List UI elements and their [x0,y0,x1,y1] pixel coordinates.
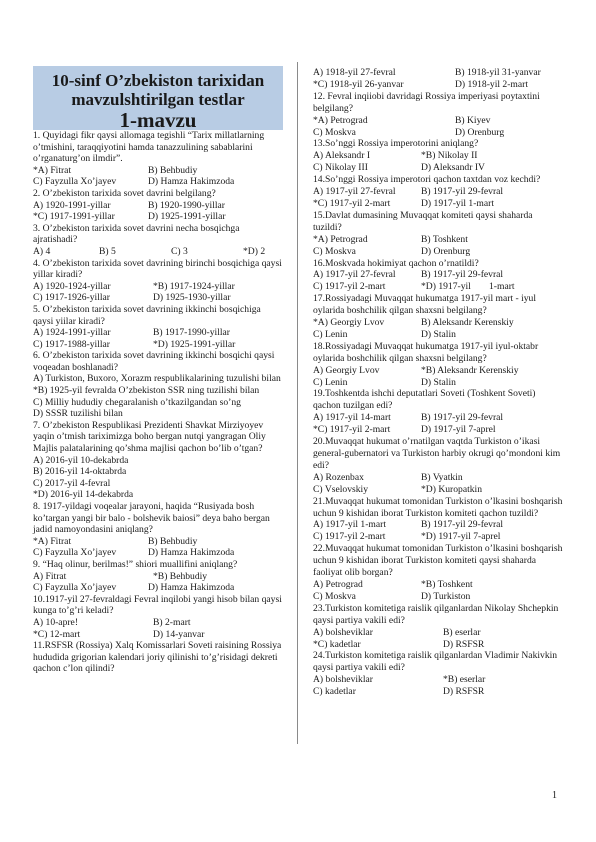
option: C) Lenin [313,328,348,340]
question-19: 19.Toshkentda ishchi deputatlari Soveti (Toshkent Soveti) qachon tuzilgan edi? [313,388,536,412]
question-8: 8. 1917-yildagi voqealar jarayoni, haqida “Rusiyada bosh ko’targan yangi bir balo - bolshevik baiosi” deya baho bergan jadid namoyondasini aniqlang? [33,501,270,536]
question-17: 17.Rossiyadagi Muvaqqat hukumatga 1917-yil mart - iyul oylarida boshchilik qilgan shaxsni belgilang? [313,293,537,317]
option: A) 1920-1991-yillar [33,199,111,211]
option: A) Rozenbax [313,471,364,483]
options-row [313,186,563,198]
document-subtitle: mavzulshtirilgan testlar [71,90,245,109]
column-divider [297,62,298,744]
option: A) 2016-yil 10-dekabrda [33,454,129,466]
question-15: 15.Davlat dumasining Muvaqqat komiteti qaysi shaharda tuzildi? [313,209,533,233]
question-16: 16.Moskvada hokimiyat qachon o’rnatildi? [313,257,479,269]
option: *D) 2 [243,245,266,257]
option: *A) Petrograd [313,114,368,126]
option: A) Aleksandr I [313,150,371,162]
option: D) SSSR tuzilishi bilan [33,408,123,420]
option: A) Turkiston, Buxoro, Xorazm respublikalarining tuzulishi bilan [33,373,281,385]
topic-heading: 1-mavzu [119,108,197,132]
options-row [313,531,563,543]
options-row [313,472,563,484]
option: C) Lenin [313,376,348,388]
right-column [313,67,563,698]
option: D) 1925-1930-yillar [153,292,231,304]
option: D) Stalin [421,376,456,388]
option: *D) 2016-yil 14-dekabrda [33,489,134,501]
options-row [313,150,563,162]
question-7: 7. O’zbekiston Respublikasi Prezidenti Shavkat Mirziyoyev yaqin o’tmish tariximizga boho bergan nutqi yangragan Oliy Majlis palatalarining qo’shma majlisi qachon bo’lib o’tgan? [33,419,266,455]
title-banner [33,66,283,130]
option: *B) Aleksandr Kerenskiy [421,364,519,376]
options-row [33,246,283,258]
question-18: 18.Rossiyadagi Muvaqqat hukumatga 1917-yil iyul-oktabr oylarida boshchilik qilgan shaxsni belgilang? [313,340,539,364]
option: A) Fitrat [33,570,67,582]
page-number: 1 [552,790,557,801]
option: D) Hamza Hakimzoda [148,582,235,594]
option: B) 2-mart [153,616,191,628]
option: C) Milliy hududiy chegaralanish o’tkazilgandan so’ng [33,396,241,408]
option: B) 1918-yil 31-yanvar [455,67,541,78]
option: C) 2017-yil 4-fevral [33,477,111,489]
options-row [313,67,563,79]
option: A) bolsheviklar [313,674,373,686]
option: *C) 1917-yil 2-mart [313,197,391,209]
option: D) Hamza Hakimzoda [148,176,235,188]
options-row [313,686,563,698]
options-row [33,536,283,548]
question-13: 13.So’nggi Rossiya imperotorini aniqlang? [313,138,479,150]
option: A) 1920-1924-yillar [33,280,111,292]
option: A) 1924-1991-yillar [33,327,111,339]
option: *B) Behbudiy [153,570,208,582]
option: D) Aleksandr IV [421,162,485,174]
option: C) Moskva [313,590,356,602]
option: B) Toshkent [421,233,468,245]
question-1: 1. Quyidagi fikr qaysi allomaga tegishli “Tarix millatlarning o’tmishini, taraqqiyotini hamda tanazzulining sabablarini o’rganaturg’on ilmdir”. [33,130,265,165]
option: C) 1917-1926-yillar [33,292,111,304]
options-row [313,162,563,174]
options-row [33,292,283,304]
option: C) 3 [171,245,188,257]
options-row [313,639,563,651]
option: C) Moskva [313,126,356,138]
question-10: 10.1917-yil 27-fevraldagi Fevral inqilobi yangi hisob bilan qaysi kunga to’g’ri keladi? [33,593,282,617]
option: D) 1917-yil 7-aprel [421,424,496,436]
option: B) Kiyev [455,114,491,126]
option: A) 1917-yil 27-fevral [313,269,396,281]
options-row [313,281,563,293]
options-row [313,329,563,341]
option: A) 1917-yil 14-mart [313,412,391,424]
option: D) 1917-yil 1-mart [421,197,495,209]
option: A) 1917-yil 1-mart [313,519,387,531]
option: *C) 1917-1991-yillar [33,211,115,223]
option: D) 14-yanvar [153,628,205,640]
question-24: 24.Turkiston komitetiga raislik qilganlardan Vladimir Nakivkin qaysi partiya vakili edi? [313,650,558,674]
option: C) 1917-yil 2-mart [313,281,386,293]
options-row [313,79,563,91]
question-5: 5. O’zbekiston tarixida sovet davrining ikkinchi bosqichiga qaysi yiilar kiradi? [33,303,261,327]
option: *C) 1917-yil 2-mart [313,424,391,436]
options-row [313,519,563,531]
option: *A) Georgiy Lvov [313,317,385,329]
option: *D) 1917-yil [421,281,471,293]
option: B) 1917-yil 29-fevral [421,186,504,198]
question-2: 2. O’zbekiston tarixida sovet davrini belgilang? [33,187,216,199]
option: B) eserlar [443,626,481,638]
options-row [33,582,283,594]
question-22: 22.Muvaqqat hukumat tomonidan Turkiston o’lkasini boshqarish uchun 9 kishidan iborat Turkiston komiteti qaysi shaharda faoliyat olib borgan? [313,543,563,579]
option: *B) Toshkent [421,578,473,590]
option: B) 1917-yil 29-fevral [421,519,504,531]
question-11: 11.RSFSR (Rossiya) Xalq Komissarlari Soveti raisining Rossiya hududida grigorian kalendari joriy qilinishi to’g’risidagi dekreti qachon c’lon qilindi? [33,640,282,675]
option: B) 1917-yil 29-fevral [421,412,504,424]
option: *D) 1917-yil 7-aprel [421,531,501,543]
options-row [313,591,563,603]
option: D) Hamza Hakimzoda [148,547,235,559]
option: *D) Kuropatkin [421,483,483,495]
option: D) Orenburg [421,245,471,257]
options-row [33,281,283,293]
option: C) 1917-yil 2-mart [313,531,386,543]
option: D) RSFSR [443,638,485,650]
question-14: 14.So’nggi Rossiya imperotori qachon taxtdan voz kechdi? [313,174,541,186]
question-6: 6. O’zbekiston tarixida sovet davrining ikkinchi bosqichi qaysi voqeadan boshlanadi? [33,350,275,373]
options-row [313,127,563,139]
option: B) Behbudiy [148,164,198,176]
option: *B) 1917-1924-yillar [153,280,235,292]
option: C) Vselovskiy [313,483,368,495]
option: *C) kadetlar [313,638,361,650]
option: *D) 1925-1991-yillar [153,338,236,350]
option: C) Fayzulla Xo’jayev [33,547,117,559]
options-row [33,176,283,188]
options-row [33,629,283,641]
options-row [313,579,563,591]
options-row [33,571,283,583]
option: A) bolsheviklar [313,626,373,638]
options-row [313,234,563,246]
option: D) RSFSR [443,686,485,698]
option: B) 2016-yil 14-oktabrda [33,466,127,478]
option: *A) Fitrat [33,164,72,176]
options-row [33,617,283,629]
option: C) kadetlar [313,686,356,698]
options-row [33,327,283,339]
option: C) 1917-1988-yillar [33,338,111,350]
question-20: 20.Muvaqqat hukumat o’rnatilgan vaqtda Turkiston o’ikasi general-gubernatori va Turkiston harbiy okrugi qo’mondoni kim edi? [313,436,561,471]
question-21: 21.Muvaqqat hukumat tomonidan Turkiston o’lkasini boshqarish uchun 9 kishidan iborat Turkiston komiteti qachon tuzildi? [313,495,563,519]
question-9: 9. “Haq olinur, berilmas!” shiori muallifini aniqlang? [33,558,238,570]
option: *B) 1925-yil fevralda O’zbekiston SSR ning tuzilishi bilan [33,385,260,397]
option: *A) Petrograd [313,233,368,245]
option: *A) Fitrat [33,535,72,547]
option: *B) eserlar [443,674,486,686]
options-row [313,198,563,210]
option: A) 1917-yil 27-fevral [313,186,396,198]
option: *B) Nikolay II [421,150,478,162]
left-column [33,130,283,675]
option: B) 1920-1990-yillar [148,199,226,211]
option: D) 1925-1991-yillar [148,211,226,223]
options-row [33,165,283,177]
option: B) Aleksandr Kerenskiy [421,317,514,329]
options-row [313,377,563,389]
options-row [313,246,563,258]
option: *C) 12-mart [33,628,81,640]
option: A) 4 [33,245,51,257]
option: A) Georgiy Lvov [313,364,380,376]
options-row [313,317,563,329]
options-row [33,211,283,223]
option: B) 1917-yil 29-fevral [421,269,504,281]
document-title: 10-sinf O’zbekiston tarixidan [51,71,265,90]
options-row [313,674,563,686]
option: D) Turkiston [421,590,471,602]
option: C) Fayzulla Xo’jayev [33,176,117,188]
option: B) 1917-1990-yillar [153,327,231,339]
options-row [313,269,563,281]
question-3: 3. O’zbekiston tarixida sovet davrini necha bosqichga ajratishadi? [33,222,240,246]
options-row [33,200,283,212]
options-row [33,547,283,559]
question-4: 4. O’zbekiston tarixida sovet davrining birinchi bosqichiga qaysi yillar kiradi? [33,257,282,281]
option: B) 5 [99,245,116,257]
options-row [33,339,283,351]
option: *C) 1918-yil 26-yanvar [313,78,404,90]
option: A) Petrograd [313,578,363,590]
option: 1-mart [489,281,515,293]
option: C) Moskva [313,245,356,257]
option: C) Fayzulla Xo’jayev [33,582,117,594]
option: A) 10-apre! [33,616,79,628]
option: D) Stalin [421,328,456,340]
options-row [313,365,563,377]
options-row [313,484,563,496]
options-row [313,627,563,639]
options-row [313,412,563,424]
options-row [313,424,563,436]
option: C) Nikolay III [313,162,368,174]
option: B) Behbudiy [148,535,198,547]
option: D) 1918-yil 2-mart [455,78,529,90]
option: A) 1918-yil 27-fevral [313,67,396,78]
question-23: 23.Turkiston komitetiga raislik qilganlardan Nikolay Shchepkin qaysi partiya vakili edi? [313,602,559,626]
option: D) Orenburg [455,126,505,138]
options-row [313,115,563,127]
question-12: 12. Fevral inqiiobi davridagi Rossiya imperiyasi poytaxtini belgilang? [313,90,540,114]
option: B) Vyatkin [421,471,463,483]
